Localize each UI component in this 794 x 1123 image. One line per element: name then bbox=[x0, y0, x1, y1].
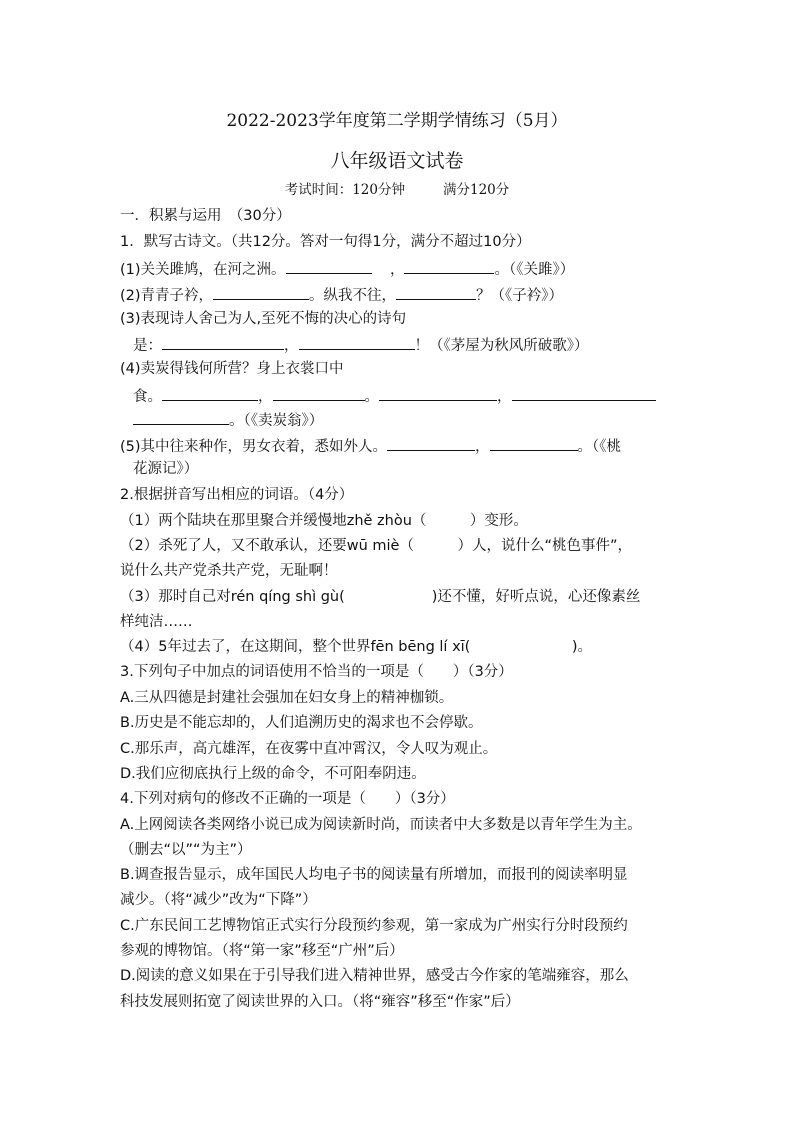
q1-part3-source: ！（《茅屋为秋风所破歌》） bbox=[414, 338, 589, 354]
q1-part5-line2: 花源记》） bbox=[133, 461, 199, 477]
exam-time: 考试时间：120分钟 bbox=[284, 182, 405, 198]
q2-item1: （1）两个陆块在那里聚合并缓慢地zhě zhòu（ ）变形。 bbox=[120, 513, 528, 529]
q2-item3: （3）那时自己对rén qíng shì gù( )还不懂，好听点说，心还像素丝 bbox=[120, 589, 641, 605]
q4-option-c: C.广东民间工艺博物馆正式实行分段预约参观，第一家成为广州实行分时段预约 bbox=[120, 918, 628, 934]
exam-title: 2022-2023学年度第二学期学情练习（5月） bbox=[226, 111, 568, 131]
q1-part2-source: ？（《子衿》） bbox=[476, 288, 564, 304]
q1-part2 bbox=[120, 285, 563, 305]
q4-option-a-cont: （删去“以”“为主”） bbox=[120, 842, 252, 858]
q1-part5-text: (5)其中往来种作，男女衣着，悉如外人。 bbox=[120, 439, 388, 455]
q1-part4-period: 。 bbox=[364, 389, 379, 405]
answer-blank[interactable] bbox=[404, 259, 494, 274]
q1-part4-line3 bbox=[133, 410, 323, 430]
exam-subtitle: 八年级语文试卷 bbox=[330, 150, 464, 172]
q1-part5-source: 。（《桃 bbox=[577, 439, 622, 455]
q4-option-c-cont: 参观的博物馆。（将“第一家”移至“广州”后） bbox=[120, 943, 404, 959]
q1-part3-line1: (3)表现诗人舍己为人,至死不悔的决心的诗句 bbox=[120, 311, 407, 327]
answer-blank[interactable] bbox=[162, 386, 258, 401]
q3-option-a: A.三从四德是封建社会强加在妇女身上的精神枷锁。 bbox=[120, 690, 454, 706]
q1-part4-comma1: ， bbox=[258, 389, 273, 405]
answer-blank[interactable] bbox=[286, 259, 372, 274]
answer-blank[interactable] bbox=[162, 335, 284, 350]
q4-option-b: B.调查报告显示，成年国民人均电子书的阅读量有所增加，而报刊的阅读率明显 bbox=[120, 867, 628, 883]
answer-blank[interactable] bbox=[379, 386, 497, 401]
q4-option-d-cont: 科技发展则拓宽了阅读世界的入口。（将“雍容”移至“作家”后） bbox=[120, 994, 520, 1010]
answer-blank[interactable] bbox=[299, 335, 415, 350]
q1-part1-text: (1)关关雎鸠，在河之洲。 bbox=[120, 262, 286, 278]
q4-option-a: A.上网阅读各类网络小说已成为阅读新时尚，而读者中大多数是以青年学生为主。 bbox=[120, 817, 642, 833]
q1-part1 bbox=[120, 259, 574, 279]
q1-part4-line1: (4)卖炭得钱何所营？身上衣裳口中 bbox=[120, 361, 344, 377]
answer-blank[interactable] bbox=[273, 386, 365, 401]
answer-blank[interactable] bbox=[133, 410, 229, 425]
q1-part3-line2 bbox=[133, 335, 589, 355]
q1-part4-line2 bbox=[133, 386, 656, 406]
q2-stem: 2.根据拼音写出相应的词语。（4分） bbox=[120, 487, 354, 503]
answer-blank[interactable] bbox=[490, 436, 578, 451]
q3-option-b: B.历史是不能忘却的，人们追溯历史的渴求也不会停歇。 bbox=[120, 715, 483, 731]
q4-stem: 4.下列对病句的修改不正确的一项是（ ）（3分） bbox=[120, 791, 455, 807]
q1-part4-comma2: ， bbox=[497, 389, 512, 405]
q1-part1-comma: ， bbox=[389, 262, 405, 278]
q2-item2: （2）杀死了人，又不敢承认，还要wū miè（ ）人，说什么“桃色事件”， bbox=[120, 538, 632, 554]
q1-part3-lead: 是： bbox=[133, 338, 162, 354]
q1-part5-line1 bbox=[120, 436, 621, 456]
q1-part4-source: 。（《卖炭翁》） bbox=[229, 413, 324, 429]
q1-part3-comma: ， bbox=[284, 338, 299, 354]
answer-blank[interactable] bbox=[396, 285, 476, 300]
full-score: 满分120分 bbox=[443, 182, 510, 198]
q2-item3-cont: 样纯洁…… bbox=[120, 614, 193, 630]
exam-info bbox=[0, 178, 794, 198]
answer-blank[interactable] bbox=[387, 436, 475, 451]
q1-part2-mid: 。纵我不往， bbox=[309, 288, 397, 304]
q4-option-b-cont: 减少。（将“减少”改为“下降”） bbox=[120, 892, 317, 908]
answer-blank[interactable] bbox=[512, 386, 656, 401]
section-heading: 一．积累与运用 （30分） bbox=[120, 208, 291, 224]
answer-blank[interactable] bbox=[213, 285, 309, 300]
q4-option-d: D.阅读的意义如果在于引导我们进入精神世界，感受古今作家的笔端雍容，那么 bbox=[120, 968, 629, 984]
q2-item4: （4）5年过去了，在这期间，整个世界fēn bēng lí xī( )。 bbox=[120, 639, 592, 655]
q1-part5-comma: ， bbox=[475, 439, 490, 455]
q1-part1-source: 。（《关雎》） bbox=[494, 262, 575, 278]
q3-option-d: D.我们应彻底执行上级的命令，不可阳奉阴违。 bbox=[120, 766, 426, 782]
q3-stem: 3.下列句子中加点的词语使用不恰当的一项是（ ）（3分） bbox=[120, 664, 513, 680]
q1-stem: 1．默写古诗文。（共12分。答对一句得1分，满分不超过10分） bbox=[120, 234, 531, 250]
q2-item2-cont: 说什么共产党杀共产党，无耻啊！ bbox=[120, 563, 338, 579]
q3-option-c: C.那乐声，高亢雄浑，在夜雾中直冲霄汉，令人叹为观止。 bbox=[120, 741, 498, 757]
q1-part2-text: (2)青青子衿， bbox=[120, 288, 214, 304]
q1-part4-lead: 食。 bbox=[133, 389, 162, 405]
